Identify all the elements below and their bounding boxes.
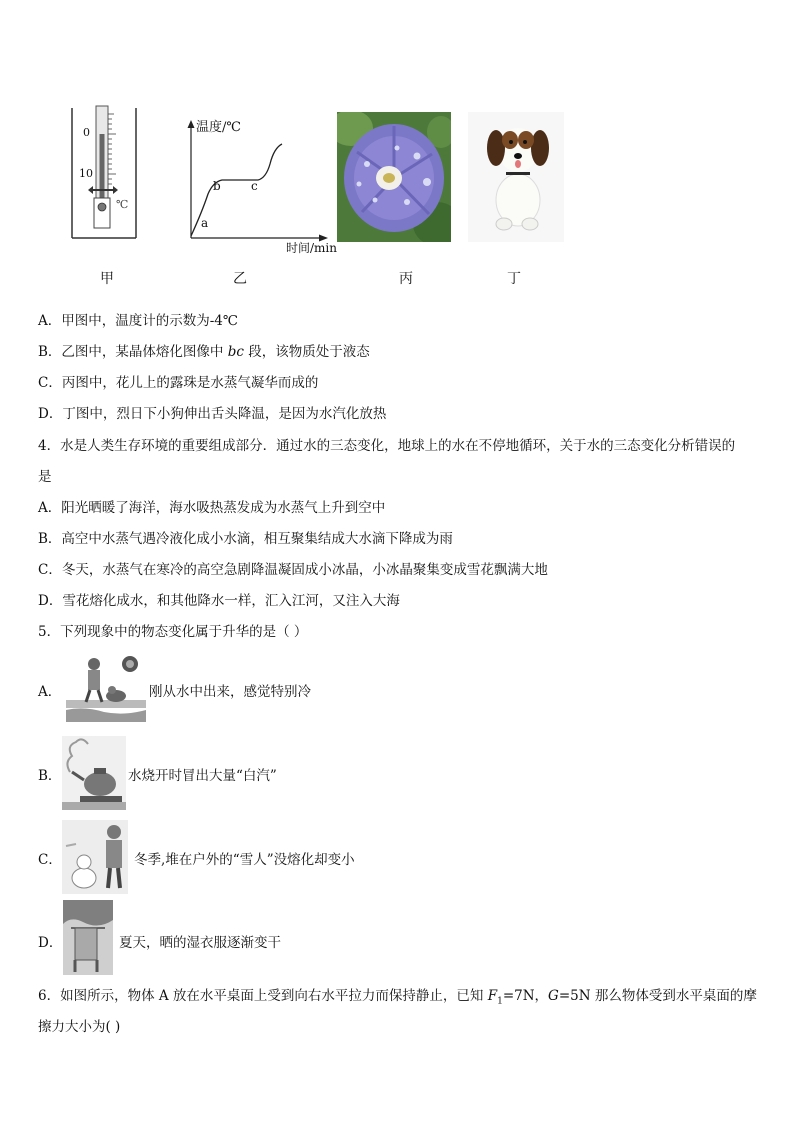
- q3-option-d: [38, 405, 386, 423]
- q5-option-d-letter: D．: [38, 935, 63, 951]
- q5-option-b-text: 水烧开时冒出大量“白汽”: [128, 768, 277, 784]
- q6-force-subscript: 1: [497, 996, 503, 1007]
- q5-option-c-text: 冬季,堆在户外的“雪人”没熔化却变小: [134, 852, 355, 868]
- thermometer-drawing: [60, 100, 140, 245]
- q3-option-b-text-post: 段，该物质处于液态: [243, 344, 370, 360]
- q4-stem-line2: 是: [38, 469, 52, 485]
- q6-text-part1: 6．如图所示，物体 A 放在水平桌面上受到向右水平拉力而保持静止，已知: [38, 988, 488, 1004]
- snowman-drawing: [62, 820, 128, 894]
- q3-option-c-letter: C．: [38, 375, 62, 391]
- caption-bing: 丙: [399, 271, 413, 287]
- swimmer-drawing: [64, 650, 148, 724]
- q5-option-b-picture: [62, 736, 126, 810]
- melting-graph: [180, 112, 345, 257]
- graph-y-axis-label: 温度/℃: [196, 120, 241, 135]
- q3-option-a-letter: A．: [38, 313, 62, 329]
- q5-option-a-picture: [64, 650, 148, 724]
- flower-drawing: [337, 112, 451, 242]
- q6-text-part2: =7N，: [502, 988, 549, 1004]
- caption-ding: 丁: [507, 271, 521, 287]
- q5-option-b-letter: B．: [38, 768, 62, 784]
- flower-photo: [337, 112, 451, 242]
- q6-gravity-symbol: G: [548, 988, 559, 1004]
- q6-text-part3: =5N 那么物体受到水平桌面的摩: [558, 988, 757, 1004]
- q5-stem: 5．下列现象中的物态变化属于升华的是（ ）: [38, 624, 308, 640]
- q5-option-d-text: 夏天，晒的湿衣服逐渐变干: [119, 935, 281, 951]
- q4-option-a: A．阳光晒暖了海洋，海水吸热蒸发成为水蒸气上升到空中: [38, 500, 386, 516]
- q4-option-b: B．高空中水蒸气遇冷液化成小水滴，相互聚集结成大水滴下降成为雨: [38, 531, 453, 547]
- q6-force-symbol: F: [487, 988, 498, 1004]
- q3-option-a: [38, 312, 238, 330]
- q4-stem-line1: 4．水是人类生存环境的重要组成部分．通过水的三态变化，地球上的水在不停地循环，关于水的三态变化分析错误的: [38, 438, 736, 454]
- dog-drawing: [468, 112, 564, 242]
- q5-option-d-picture: [63, 900, 113, 975]
- kettle-drawing: [62, 736, 126, 810]
- q3-option-d-text: 丁图中，烈日下小狗伸出舌头降温，是因为水汽化放热: [62, 406, 387, 422]
- q4-option-c: C．冬天，水蒸气在寒冷的高空急剧降温凝固成小冰晶，小冰晶聚集变成雪花飘满大地: [38, 562, 548, 578]
- q4-option-d: D．雪花熔化成水，和其他降水一样，汇入江河，又注入大海: [38, 593, 400, 609]
- dog-photo: [468, 112, 564, 242]
- q3-option-b-letter: B．: [38, 344, 62, 360]
- q5-option-c-picture: [62, 820, 128, 894]
- q3-option-a-text: 甲图中，温度计的示数为-4℃: [61, 313, 239, 329]
- thermometer-tick-10: 10: [79, 167, 93, 180]
- graph-point-b: b: [213, 179, 221, 193]
- q6-stem-line2: 擦力大小为( ): [38, 1019, 121, 1035]
- graph-x-axis-label: 时间/min: [286, 241, 337, 255]
- q3-option-b: [38, 343, 370, 361]
- q3-option-b-text-pre: 乙图中，某晶体熔化图像中: [61, 344, 228, 360]
- graph-point-a: a: [201, 216, 209, 230]
- q3-option-d-letter: D．: [38, 406, 63, 422]
- q5-option-a-letter: A．: [38, 684, 62, 700]
- q3-option-c: [38, 374, 318, 392]
- q3-option-c-text: 丙图中，花儿上的露珠是水蒸气凝华而成的: [61, 375, 319, 391]
- thermometer-figure: [60, 100, 140, 245]
- q6-stem-line1: [38, 987, 757, 1011]
- graph-point-c: c: [251, 179, 258, 193]
- q3-option-b-segment: bc: [227, 344, 244, 360]
- drying-clothes-drawing: [63, 900, 113, 975]
- thermometer-tick-0: 0: [83, 126, 90, 139]
- caption-yi: 乙: [233, 271, 247, 287]
- caption-jia: 甲: [100, 271, 114, 287]
- thermometer-unit: ℃: [116, 198, 129, 211]
- q5-option-c-letter: C．: [38, 852, 62, 868]
- q5-option-a-text: 刚从水中出来，感觉特别冷: [149, 684, 311, 700]
